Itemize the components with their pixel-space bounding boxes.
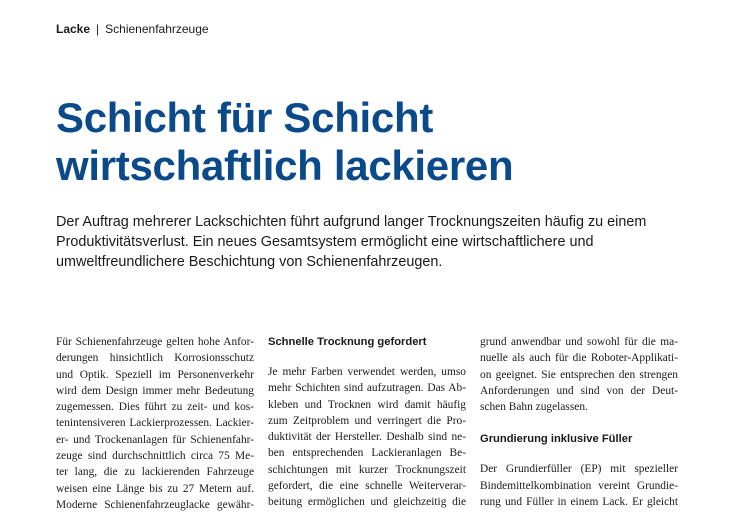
breadcrumb-topic: Schienenfahrzeuge [105, 22, 209, 36]
body-text-line: schen Bahn zugelassen. [480, 401, 588, 414]
body-text-line: beitung ermöglichen und gleichzeitig die [268, 496, 466, 509]
body-text-line: tenintensiveren Lackierprozessen. Lackier- [56, 417, 254, 430]
body-text-line: und Optik. Speziell im Personenverkehr [56, 368, 254, 381]
lead-paragraph [56, 212, 686, 272]
body-text-line: Anforderungen und sind von der Deut- [480, 384, 678, 397]
body-text-line: derungen hinsichtlich Korrosionsschutz [56, 352, 254, 365]
body-column-2 [268, 334, 466, 511]
section-subhead: Grundierung inklusive Füller [480, 433, 633, 446]
body-text-line: Für Schienenfahrzeuge gelten hohe Anfor- [56, 336, 254, 348]
body-text-line: zugemessen. Dies führt zu zeit- und kos- [56, 401, 254, 414]
body-text-line: ter lang, die zu lackierenden Fahrzeuge [56, 466, 254, 479]
body-text-line: Der Grundierfüller (EP) mit spezieller [480, 463, 678, 476]
body-text-line: er- und Trockenanlagen für Schienenfahr- [56, 433, 254, 446]
section-subhead: Schnelle Trocknung gefordert [268, 336, 427, 348]
lead-line: Produktivitätsverlust. Ein neues Gesamtsystem ermöglicht eine wirtschaftlichere und [56, 234, 594, 250]
breadcrumb [56, 20, 209, 38]
body-text-line: weisen eine Länge bis zu 27 Metern auf. [56, 482, 254, 495]
body-text-line: rung und Füller in einem Lack. Er gleicht [480, 496, 678, 509]
lead-line: umweltfreundlichere Beschichtung von Schienenfahrzeugen. [56, 254, 443, 270]
body-text-line: zum Zeitproblem und verringert die Pro- [268, 414, 466, 427]
body-text-line: gefordert, die eine schnelle Weiterverar- [268, 480, 466, 493]
body-column-1 [56, 334, 254, 513]
body-text-line: grund anwendbar und sowohl für die ma- [480, 336, 678, 348]
body-text-line: ben entsprechenden Lackieranlagen Be- [268, 447, 466, 460]
body-text-line: Je mehr Farben verwendet werden, umso [268, 366, 466, 378]
body-text-line: duktivität der Hersteller. Deshalb sind ne- [268, 431, 466, 444]
article-headline [56, 94, 696, 190]
headline-line-2: wirtschaftlich lackieren [56, 142, 514, 189]
lead-line: Der Auftrag mehrerer Lackschichten führt aufgrund langer Trocknungszeiten häufig zu einem [56, 214, 647, 230]
headline-line-1: Schicht für Schicht [56, 94, 434, 141]
body-column-3 [480, 334, 678, 510]
body-text-line: kleben und Trocknen wird damit häufig [268, 398, 466, 411]
body-text-line: Bindemittelkombination vereint Grundie- [480, 479, 678, 492]
body-text-line: mehr Schichten sind aufzutragen. Das Ab- [268, 382, 466, 395]
breadcrumb-section: Lacke [56, 22, 91, 36]
breadcrumb-separator: | [96, 22, 100, 36]
body-text-line: Moderne Schienenfahrzeuglacke gewähr- [56, 498, 254, 511]
body-text-line: nuelle als auch für die Roboter-Applikati- [480, 352, 678, 365]
body-text-line: on geeignet. Sie entsprechen den strengen [480, 368, 678, 381]
body-text-line: wird dem Design immer mehr Bedeutung [56, 384, 254, 397]
body-text-line: schichtungen mit kurzer Trocknungszeit [268, 463, 466, 476]
body-text-line: zeuge sind durchschnittlich circa 75 Me- [56, 450, 254, 463]
